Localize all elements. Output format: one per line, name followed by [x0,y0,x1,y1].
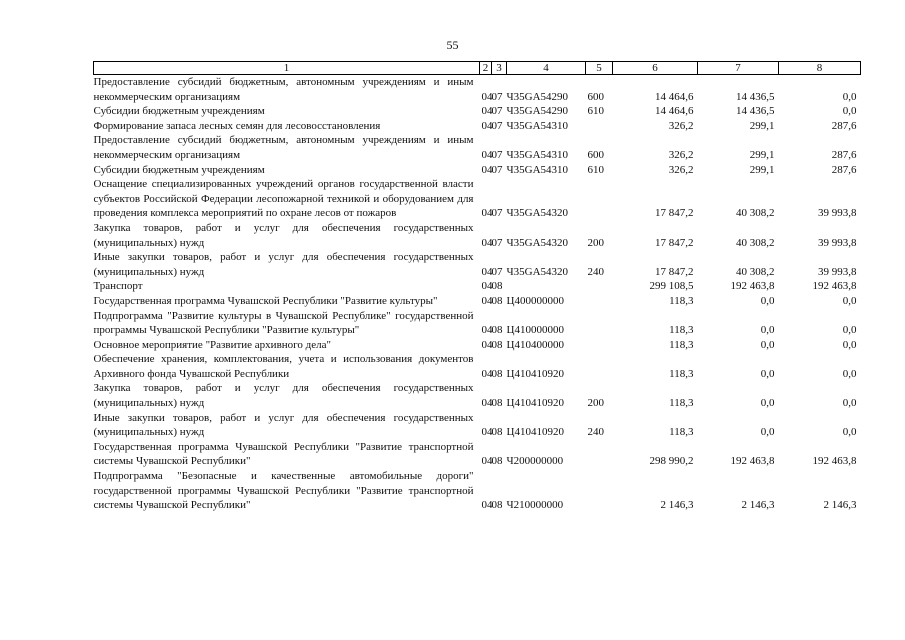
row-section: 04 [481,265,493,278]
row-name: Иные закупки товаров, работ и услуг для обеспечения государственных (муниципальных) нужд [93,411,474,439]
column-header-year-2: 7 [698,62,779,75]
row-amount-year-1: 118,3 [669,397,694,410]
row-expense-type: 200 [587,397,604,410]
row-subsection: 07 [491,119,503,132]
row-amount-year-3: 192 463,8 [812,280,857,293]
row-target-article: Ц410410920 [506,367,564,380]
row-amount-year-3: 0,0 [842,294,857,307]
row-subsection: 08 [491,338,503,351]
row-name: Закупка товаров, работ и услуг для обеспечения государственных (муниципальных) нужд [93,221,474,249]
row-name: Субсидии бюджетным учреждениям [93,105,265,118]
row-amount-year-1: 299 108,5 [649,280,694,293]
row-amount-year-2: 2 146,3 [741,499,775,512]
row-amount-year-2: 14 436,5 [736,105,775,118]
row-expense-type: 200 [587,236,604,249]
table-row [94,411,861,440]
table-row [94,279,861,294]
row-subsection: 07 [491,236,503,249]
row-amount-year-2: 0,0 [760,294,775,307]
row-name: Подпрограмма "Безопасные и качественные автомобильные дороги" государственной программы Чувашской Республики "Развитие транспортной системы Чувашской Республики" [93,470,474,512]
row-name: Закупка товаров, работ и услуг для обеспечения государственных (муниципальных) нужд [93,382,474,410]
row-amount-year-3: 0,0 [842,324,857,337]
row-section: 04 [481,294,493,307]
row-amount-year-3: 39 993,8 [818,207,857,220]
row-name: Основное мероприятие "Развитие архивного дела" [93,338,331,351]
column-header-target-article: 4 [507,62,586,75]
row-subsection: 07 [491,90,503,103]
row-name: Оснащение специализированных учреждений органов государственной власти субъектов Российской Федерации лесопожарной техникой и оборудованием для проведения комплекса мероприятий по охране лесов от пожаров [93,178,474,220]
row-amount-year-1: 118,3 [669,367,694,380]
row-target-article: Ч35GA54320 [506,236,569,249]
row-section: 04 [481,499,493,512]
row-amount-year-1: 2 146,3 [660,499,694,512]
row-section: 04 [481,207,493,220]
row-section: 04 [481,119,493,132]
row-amount-year-1: 14 464,6 [655,105,694,118]
row-amount-year-3: 0,0 [842,338,857,351]
row-amount-year-3: 0,0 [842,426,857,439]
row-section: 04 [481,280,493,293]
row-amount-year-1: 326,2 [668,119,694,132]
row-section: 04 [481,105,493,118]
column-header-name: 1 [94,62,480,75]
row-amount-year-1: 17 847,2 [655,207,694,220]
row-name: Предоставление субсидий бюджетным, автономным учреждениям и иным некоммерческим организациям [93,76,474,103]
table-body [94,75,861,513]
row-name: Иные закупки товаров, работ и услуг для обеспечения государственных (муниципальных) нужд [93,251,474,278]
row-amount-year-1: 14 464,6 [655,90,694,103]
row-amount-year-1: 298 990,2 [649,455,694,468]
table-row [94,104,861,119]
row-amount-year-2: 0,0 [760,367,775,380]
row-name: Субсидии бюджетным учреждениям [93,163,265,176]
row-section: 04 [481,163,493,176]
row-expense-type: 600 [587,148,604,161]
row-amount-year-2: 40 308,2 [736,265,775,278]
row-amount-year-3: 287,6 [831,119,857,132]
row-name: Государственная программа Чувашской Республики "Развитие транспортной системы Чувашской Республики" [93,440,474,468]
row-amount-year-2: 299,1 [749,163,775,176]
row-target-article: Ч200000000 [506,455,564,468]
row-section: 04 [481,426,493,439]
row-subsection: 07 [491,105,503,118]
row-amount-year-2: 0,0 [760,397,775,410]
column-header-year-1: 6 [613,62,698,75]
row-name: Предоставление субсидий бюджетным, автономным учреждениям и иным некоммерческим организациям [93,134,474,161]
budget-table [93,61,861,513]
row-amount-year-1: 17 847,2 [655,265,694,278]
row-section: 04 [481,455,493,468]
row-subsection: 07 [491,148,503,161]
row-section: 04 [481,324,493,337]
table-row [94,440,861,469]
row-amount-year-2: 299,1 [749,148,775,161]
column-header-year-3: 8 [779,62,861,75]
row-amount-year-3: 0,0 [842,90,857,103]
row-expense-type [586,469,613,513]
row-section: 04 [481,397,493,410]
row-target-article: Ц410410920 [506,426,564,439]
row-subsection: 08 [491,280,503,293]
column-header-section: 2 [480,62,492,75]
row-amount-year-2: 299,1 [749,119,775,132]
table-row [94,469,861,513]
column-header-expense-type: 5 [586,62,613,75]
table-row [94,177,861,221]
row-amount-year-3: 39 993,8 [818,265,857,278]
row-expense-type [586,177,613,221]
row-section: 04 [481,236,493,249]
row-expense-type [586,309,613,338]
page-number: 55 [446,38,459,52]
table-row [94,294,861,309]
row-subsection: 08 [491,455,503,468]
row-amount-year-2: 0,0 [760,426,775,439]
row-target-article: Ц410000000 [506,324,564,337]
row-amount-year-1: 326,2 [668,148,694,161]
table-row [94,75,861,105]
row-amount-year-2: 192 463,8 [730,280,775,293]
row-expense-type: 240 [587,426,604,439]
row-expense-type [586,440,613,469]
row-subsection: 08 [491,294,503,307]
row-expense-type [586,294,613,309]
row-amount-year-2: 192 463,8 [730,455,775,468]
row-name: Формирование запаса лесных семян для лесовосстановления [93,119,381,132]
row-amount-year-3: 39 993,8 [818,236,857,249]
table-header-row [94,62,861,75]
row-amount-year-1: 118,3 [669,294,694,307]
table-row [94,250,861,279]
row-section: 04 [481,148,493,161]
row-amount-year-2: 14 436,5 [736,90,775,103]
table-row [94,309,861,338]
row-target-article: Ц410400000 [506,338,564,351]
row-amount-year-2: 40 308,2 [736,207,775,220]
table-row [94,133,861,162]
row-amount-year-2: 40 308,2 [736,236,775,249]
row-subsection: 07 [491,207,503,220]
row-subsection: 08 [491,324,503,337]
row-expense-type [586,279,613,294]
row-section: 04 [481,367,493,380]
row-target-article: Ц400000000 [506,294,564,307]
row-section: 04 [481,90,493,103]
row-amount-year-2: 0,0 [760,324,775,337]
row-target-article [507,279,586,294]
row-amount-year-3: 2 146,3 [823,499,857,512]
row-target-article: Ч35GA54310 [506,119,569,132]
row-name: Государственная программа Чувашской Республики "Развитие культуры" [93,294,438,307]
row-amount-year-1: 17 847,2 [655,236,694,249]
row-amount-year-3: 192 463,8 [812,455,857,468]
row-target-article: Ч35GA54320 [506,265,569,278]
row-amount-year-3: 287,6 [831,163,857,176]
table-row [94,119,861,134]
row-target-article: Ч35GA54320 [506,207,569,220]
table-row [94,163,861,178]
row-subsection: 07 [491,163,503,176]
table-row [94,221,861,250]
row-target-article: Ч35GA54310 [506,148,569,161]
row-expense-type: 600 [587,90,604,103]
row-amount-year-3: 0,0 [842,367,857,380]
row-subsection: 08 [491,499,503,512]
table-row [94,352,861,381]
row-target-article: Ч210000000 [506,499,564,512]
row-amount-year-1: 118,3 [669,324,694,337]
row-target-article: Ц410410920 [506,397,564,410]
table-row [94,381,861,410]
row-target-article: Ч35GA54290 [506,105,569,118]
row-amount-year-1: 118,3 [669,338,694,351]
table-row [94,338,861,353]
row-subsection: 08 [491,397,503,410]
row-section: 04 [481,338,493,351]
row-name: Подпрограмма "Развитие культуры в Чувашской Республике" государственной программы Чувашской Республики "Развитие культуры" [93,309,474,337]
row-name: Транспорт [93,280,143,293]
row-amount-year-3: 287,6 [831,148,857,161]
row-name: Обеспечение хранения, комплектования, учета и использования документов Архивного фонда Чувашской Республики [93,353,474,380]
row-amount-year-1: 118,3 [669,426,694,439]
row-subsection: 08 [491,426,503,439]
row-subsection: 08 [491,367,503,380]
row-target-article: Ч35GA54290 [506,90,569,103]
row-expense-type [586,119,613,134]
column-header-subsection: 3 [492,62,507,75]
row-amount-year-3: 0,0 [842,105,857,118]
row-subsection: 07 [491,265,503,278]
row-expense-type: 240 [587,265,604,278]
row-expense-type: 610 [587,163,604,176]
row-amount-year-3: 0,0 [842,397,857,410]
row-expense-type: 610 [587,105,604,118]
row-target-article: Ч35GA54310 [506,163,569,176]
row-expense-type [586,338,613,353]
row-amount-year-1: 326,2 [668,163,694,176]
row-expense-type [586,352,613,381]
row-amount-year-2: 0,0 [760,338,775,351]
